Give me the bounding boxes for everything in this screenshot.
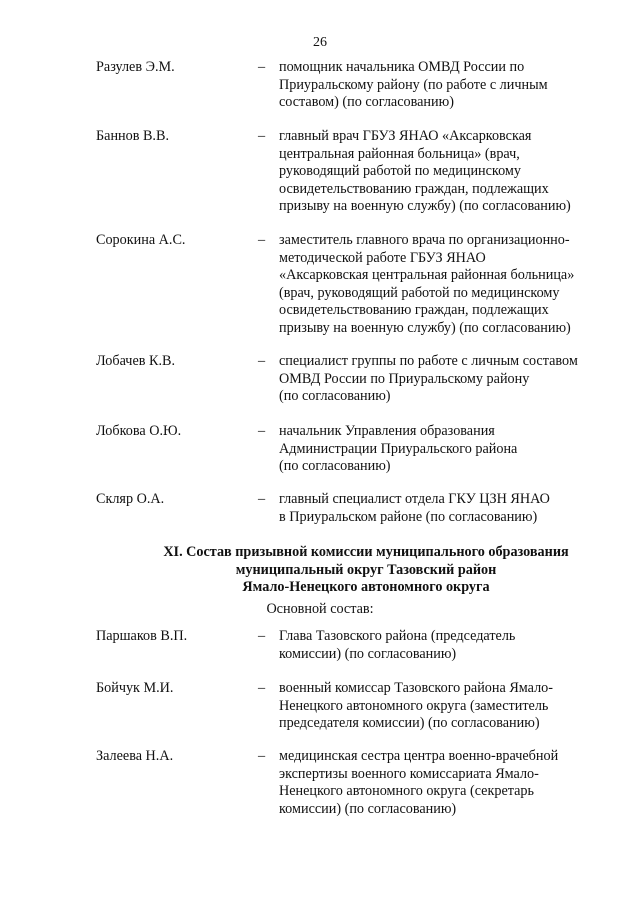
member-name: Залеева Н.А. <box>96 748 174 764</box>
section-title-line: муниципальный округ Тазовский район <box>235 561 497 578</box>
position-line: (по согласованию) <box>279 458 391 474</box>
position-line: составом) (по согласованию) <box>279 94 454 110</box>
position-line: (по согласованию) <box>279 388 391 404</box>
position-line: заместитель главного врача по организационно- <box>279 232 570 248</box>
member-position <box>279 748 604 818</box>
position-line: главный врач ГБУЗ ЯНАО «Аксарковская <box>279 128 532 144</box>
member-position <box>279 232 604 337</box>
position-line: призыву на военную службу) (по согласованию) <box>279 198 571 214</box>
position-line: Ненецкого автономного округа (заместитель <box>279 697 549 714</box>
position-line: главный специалист отдела ГКУ ЦЗН ЯНАО <box>279 491 550 507</box>
member-position <box>279 491 604 526</box>
position-line: экспертизы военного комиссариата Ямало- <box>279 765 539 782</box>
position-line: помощник начальника ОМВД России по <box>279 59 525 75</box>
member-position <box>279 628 604 663</box>
position-line: медицинская сестра центра военно-врачебной <box>279 748 559 764</box>
dash-separator: – <box>258 680 266 696</box>
section-title-line: Ямало-Ненецкого автономного округа <box>242 579 490 595</box>
position-line: призыву на военную службу) (по согласованию) <box>279 319 571 336</box>
position-line: специалист группы по работе с личным составом <box>279 353 578 369</box>
member-position <box>279 423 604 476</box>
position-line: руководящий работой по медицинскому <box>279 163 521 179</box>
dash-separator: – <box>258 748 266 764</box>
dash-separator: – <box>258 353 266 369</box>
member-position <box>279 128 604 216</box>
position-line: освидетельствованию граждан, подлежащих <box>279 180 549 197</box>
position-line: в Приуральском районе (по согласованию) <box>279 508 538 525</box>
member-name: Разулев Э.М. <box>96 59 175 75</box>
section-title-line: XI. Состав призывной комиссии муниципального образования <box>163 544 569 560</box>
dash-separator: – <box>258 423 266 439</box>
position-line: методической работе ГБУЗ ЯНАО <box>279 249 486 266</box>
position-line: комиссии) (по согласованию) <box>279 800 457 817</box>
dash-separator: – <box>258 59 266 75</box>
position-line: Администрации Приуральского района <box>279 440 518 457</box>
dash-separator: – <box>258 232 266 248</box>
subsection-title: Основной состав: <box>266 601 374 617</box>
position-line: Ненецкого автономного округа (секретарь <box>279 783 534 799</box>
member-name: Паршаков В.П. <box>96 628 188 644</box>
position-line: (врач, руководящий работой по медицинскому <box>279 284 560 301</box>
position-line: Глава Тазовского района (председатель <box>279 628 516 644</box>
dash-separator: – <box>258 128 266 144</box>
position-line: освидетельствованию граждан, подлежащих <box>279 302 549 318</box>
member-position <box>279 59 604 112</box>
section-title <box>96 544 636 597</box>
position-line: председателя комиссии) (по согласованию) <box>279 715 540 731</box>
dash-separator: – <box>258 491 266 507</box>
position-line: «Аксарковская центральная районная больница» <box>279 267 575 283</box>
position-line: военный комиссар Тазовского района Ямало- <box>279 680 553 696</box>
member-position <box>279 353 604 406</box>
page-number: 26 <box>313 35 327 50</box>
member-name: Лобачев К.В. <box>96 353 176 369</box>
member-name: Бойчук М.И. <box>96 680 174 696</box>
position-line: Приуральскому району (по работе с личным <box>279 76 548 93</box>
position-line: комиссии) (по согласованию) <box>279 645 457 662</box>
member-name: Скляр О.А. <box>96 491 165 507</box>
member-position <box>279 680 604 733</box>
position-line: ОМВД России по Приуральскому району <box>279 370 530 387</box>
dash-separator: – <box>258 628 266 644</box>
position-line: центральная районная больница» (врач, <box>279 145 520 162</box>
position-line: начальник Управления образования <box>279 423 495 439</box>
member-name: Сорокина А.С. <box>96 232 186 248</box>
member-name: Лобкова О.Ю. <box>96 423 182 439</box>
member-name: Баннов В.В. <box>96 128 169 144</box>
